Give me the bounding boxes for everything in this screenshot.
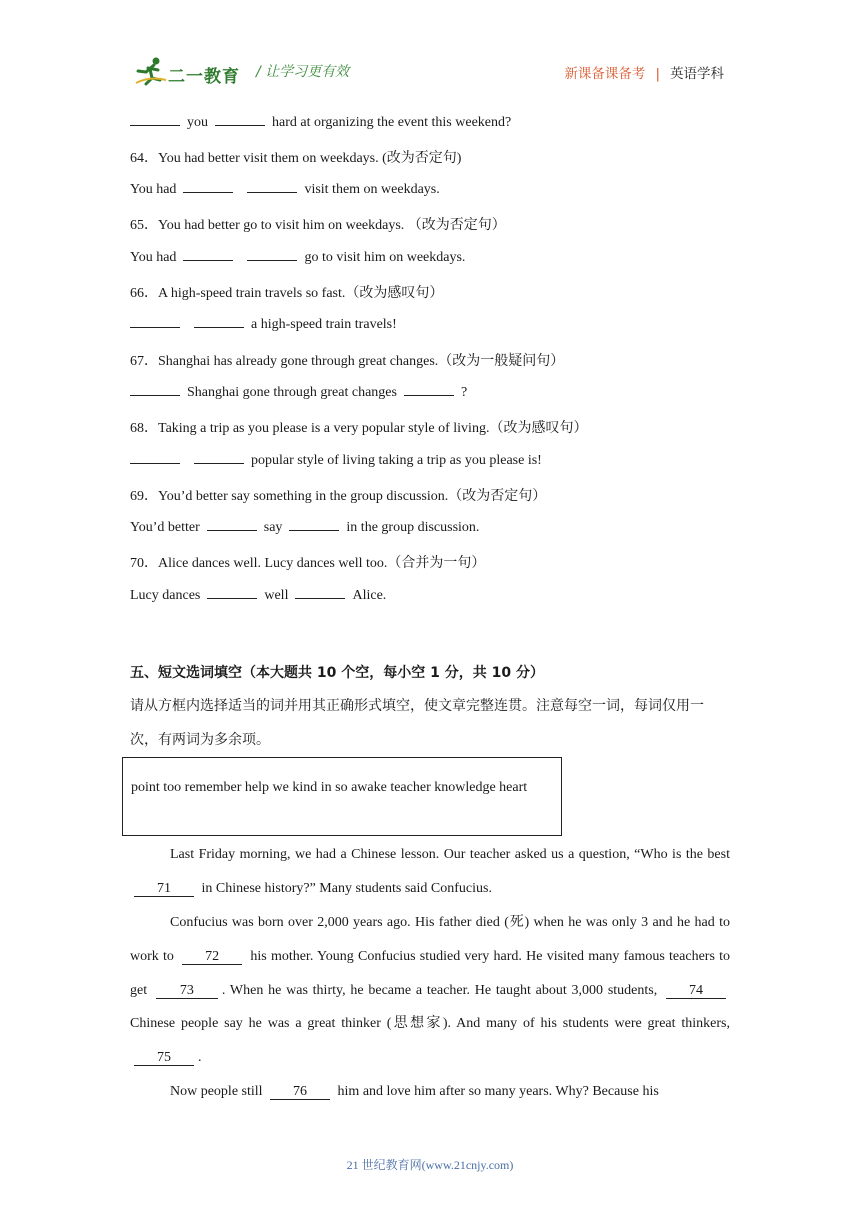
q66-text-b: a high-speed train travels!: [251, 317, 397, 332]
q65-answer-line: [130, 249, 465, 266]
q69-answer-line: [130, 519, 479, 536]
q65-prompt: 65．You had better go to visit him on weekdays. （改为否定句）: [130, 218, 506, 233]
q70-text-c: Alice.: [352, 588, 387, 603]
answer-blank[interactable]: [207, 587, 257, 599]
q63-text-b: hard at organizing the event this weekend?: [272, 115, 512, 130]
passage-text: his mother. Young Confucius studied very hard. He visited many famous teachers to get: [130, 948, 731, 998]
q65-text-a: You had: [130, 250, 177, 265]
answer-blank[interactable]: [215, 114, 265, 126]
section-instruction: 请从方框内选择适当的词并用其正确形式填空，使文章完整连贯。注意每空一词，每词仅用一次，有两词为多余项。: [130, 698, 704, 748]
slogan: / 让学习更有效: [256, 64, 350, 80]
answer-blank[interactable]: [247, 249, 297, 261]
passage-text: Now people still: [170, 1084, 263, 1099]
q70-answer-line: [130, 587, 386, 604]
q67-text-a: Shanghai gone through great changes: [187, 385, 397, 400]
passage-text: in Chinese history?” Many students said Confucius.: [201, 880, 492, 896]
logo-text: 二一教育: [168, 67, 240, 87]
answer-blank[interactable]: [207, 519, 257, 531]
passage-paragraph-3: [130, 1075, 730, 1109]
q63-answer-line: [130, 114, 511, 131]
word-box-text: point too remember help we kind in so awake teacher knowledge heart: [131, 780, 528, 795]
passage-text: Confucius was born over 2,000 years ago. His father died (死) when he was only 3 and he had to work to: [130, 915, 730, 964]
q69-text-b: say: [263, 520, 283, 535]
blank-71[interactable]: 71: [134, 882, 194, 897]
header-separator: |: [655, 66, 660, 82]
blank-76[interactable]: 76: [270, 1085, 330, 1100]
q65-text-b: go to visit him on weekdays.: [304, 250, 466, 265]
blank-74[interactable]: 74: [666, 984, 726, 999]
passage-text: him and love him after so many years. Why? Because his: [337, 1084, 659, 1099]
answer-blank[interactable]: [194, 316, 244, 328]
runner-logo-icon: [134, 56, 168, 86]
q64-prompt: 64．You had better visit them on weekdays. (改为否定句): [130, 151, 462, 166]
q67-answer-line: [130, 384, 467, 401]
logo: [134, 56, 254, 90]
answer-blank[interactable]: [247, 181, 297, 193]
answer-blank[interactable]: [130, 452, 180, 464]
answer-blank[interactable]: [295, 587, 345, 599]
subject-name: 英语学科: [670, 66, 724, 82]
q69-prompt: 69．You’d better say something in the group discussion.（改为否定句）: [130, 489, 547, 504]
q66-prompt: 66．A high-speed train travels so fast.（改为感叹句）: [130, 286, 444, 301]
blank-73[interactable]: 73: [156, 984, 218, 999]
page-footer: 21 世纪教育网(www.21cnjy.com): [346, 1158, 514, 1172]
subject-label: [564, 62, 724, 82]
passage-text: Chinese people say he was a great thinker (思想家). And many of his students were great thinkers,: [130, 1016, 730, 1032]
q68-answer-line: [130, 452, 542, 469]
answer-blank[interactable]: [404, 384, 454, 396]
q64-answer-line: [130, 181, 440, 198]
blank-72[interactable]: 72: [182, 950, 242, 965]
q69-text-a: You’d better: [130, 520, 200, 535]
word-box: [122, 757, 562, 836]
answer-blank[interactable]: [183, 249, 233, 261]
course-label: 新课备课备考: [564, 66, 646, 82]
answer-blank[interactable]: [130, 316, 180, 328]
q70-text-a: Lucy dances: [130, 588, 201, 603]
q70-text-b: well: [264, 588, 289, 603]
q66-answer-line: [130, 316, 397, 333]
passage-text: .: [198, 1050, 202, 1066]
passage-text: Last Friday morning, we had a Chinese lesson. Our teacher asked us a question, “Who is the best: [170, 847, 730, 862]
answer-blank[interactable]: [130, 114, 180, 126]
q68-prompt: 68．Taking a trip as you please is a very popular style of living.（改为感叹句）: [130, 421, 588, 436]
q70-prompt: 70．Alice dances well. Lucy dances well too.（合并为一句）: [130, 556, 486, 571]
answer-blank[interactable]: [183, 181, 233, 193]
page-header: [0, 0, 860, 100]
answer-blank[interactable]: [289, 519, 339, 531]
passage-text: . When he was thirty, he became a teacher. He taught about 3,000 students,: [221, 982, 658, 998]
q67-text-end: ?: [460, 385, 468, 400]
section-title: 五、短文选词填空（本大题共 10 个空，每小空 1 分，共 10 分）: [130, 665, 544, 681]
q64-text-a: You had: [130, 182, 177, 197]
answer-blank[interactable]: [130, 384, 180, 396]
blank-75[interactable]: 75: [134, 1051, 194, 1066]
q64-text-b: visit them on weekdays.: [304, 182, 440, 197]
passage-paragraph-1: [130, 838, 730, 906]
answer-blank[interactable]: [194, 452, 244, 464]
q63-text-a: you: [187, 115, 208, 130]
q68-text-b: popular style of living taking a trip as you please is!: [251, 453, 542, 468]
q67-prompt: 67．Shanghai has already gone through great changes.（改为一般疑问句）: [130, 354, 565, 369]
passage-paragraph-2: [130, 906, 730, 1075]
q69-text-c: in the group discussion.: [346, 520, 480, 535]
